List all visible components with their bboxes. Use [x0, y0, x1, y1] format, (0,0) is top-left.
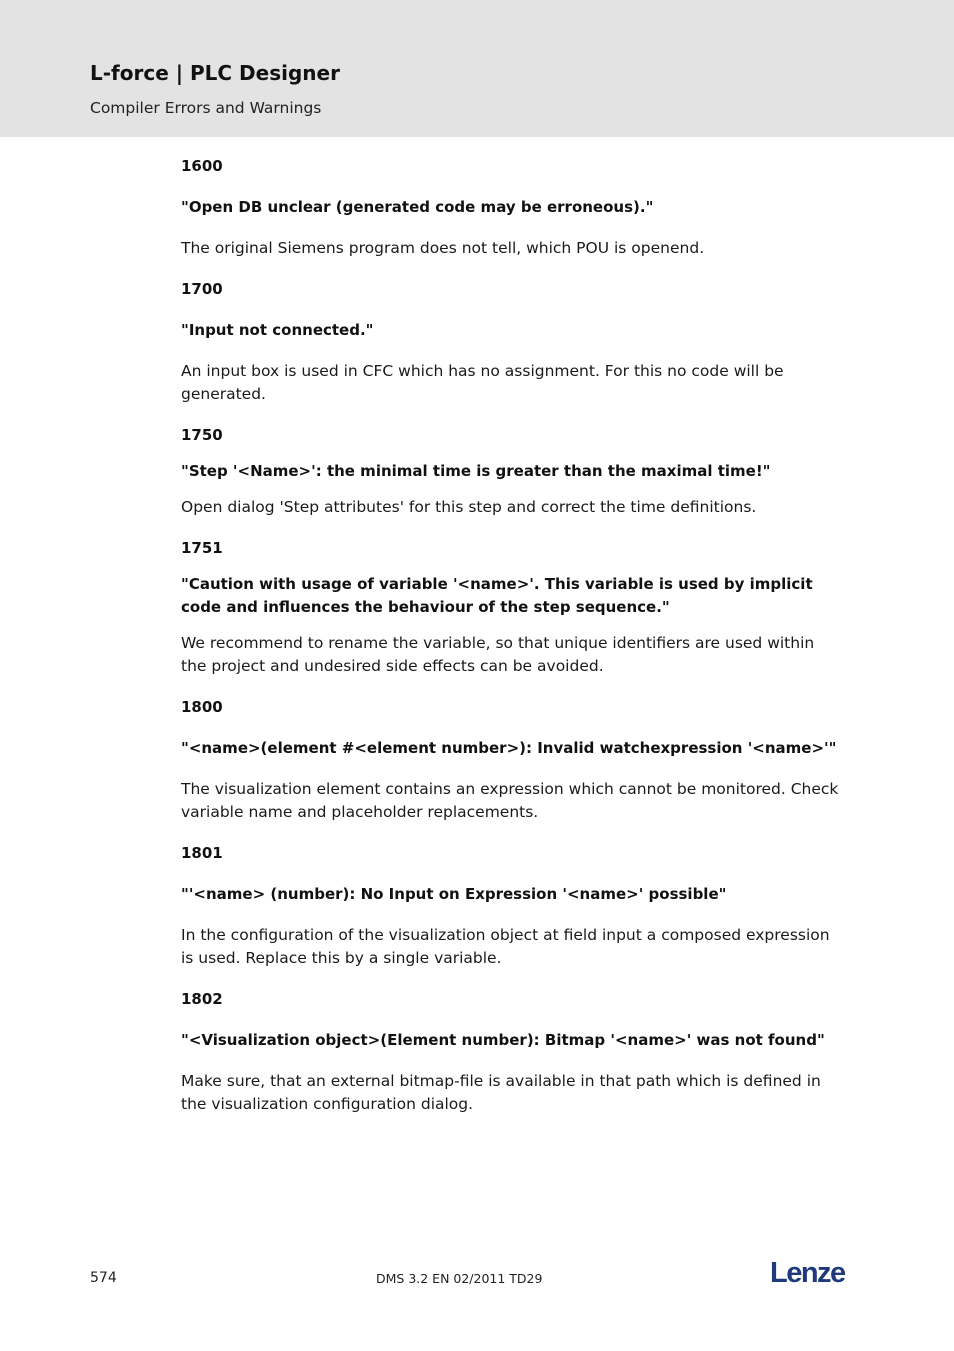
lenze-logo: Lenze [770, 1257, 845, 1289]
error-entry-1802 [181, 988, 841, 1116]
error-description: The visualization element contains an expression which cannot be monitored. Check variable name and placeholder replacements. [181, 780, 839, 821]
error-message: "'<name> (number): No Input on Expression '<name>' possible" [181, 885, 727, 903]
error-message: "<name>(element #<element number>): Invalid watchexpression '<name>'" [181, 739, 837, 757]
error-entry-1700 [181, 278, 841, 406]
error-message: "Caution with usage of variable '<name>'. This variable is used by implicit code and influences the behaviour of the step sequence." [181, 575, 813, 616]
page-number: 574 [90, 1270, 117, 1286]
document-title: L-force | PLC Designer [90, 61, 340, 85]
error-description: An input box is used in CFC which has no assignment. For this no code will be generated. [181, 362, 784, 403]
error-code: 1700 [181, 280, 223, 298]
error-message: "Open DB unclear (generated code may be erroneous)." [181, 198, 654, 216]
error-description: The original Siemens program does not tell, which POU is openend. [181, 239, 705, 257]
error-message: "<Visualization object>(Element number): Bitmap '<name>' was not found" [181, 1031, 825, 1049]
error-code: 1801 [181, 844, 223, 862]
error-code: 1751 [181, 539, 223, 557]
error-message: "Step '<Name>': the minimal time is greater than the maximal time!" [181, 462, 771, 480]
error-code: 1750 [181, 426, 223, 444]
document-id: DMS 3.2 EN 02/2011 TD29 [376, 1271, 543, 1286]
section-subtitle: Compiler Errors and Warnings [90, 99, 322, 117]
error-entry-1751 [181, 537, 841, 678]
error-entry-1800 [181, 696, 841, 824]
error-entry-1750 [181, 424, 841, 519]
error-description: Make sure, that an external bitmap-file is available in that path which is defined in the visualization configuration dialog. [181, 1072, 821, 1113]
error-entry-1600 [181, 155, 841, 260]
error-code: 1802 [181, 990, 223, 1008]
error-entry-1801 [181, 842, 841, 970]
error-description: Open dialog 'Step attributes' for this step and correct the time definitions. [181, 498, 757, 516]
error-list [181, 155, 841, 1116]
error-description: We recommend to rename the variable, so that unique identifiers are used within the project and undesired side effects can be avoided. [181, 634, 815, 675]
error-code: 1600 [181, 157, 223, 175]
error-message: "Input not connected." [181, 321, 374, 339]
error-description: In the configuration of the visualization object at field input a composed expression is used. Replace this by a single variable. [181, 926, 830, 967]
error-code: 1800 [181, 698, 223, 716]
page-header [0, 0, 954, 137]
